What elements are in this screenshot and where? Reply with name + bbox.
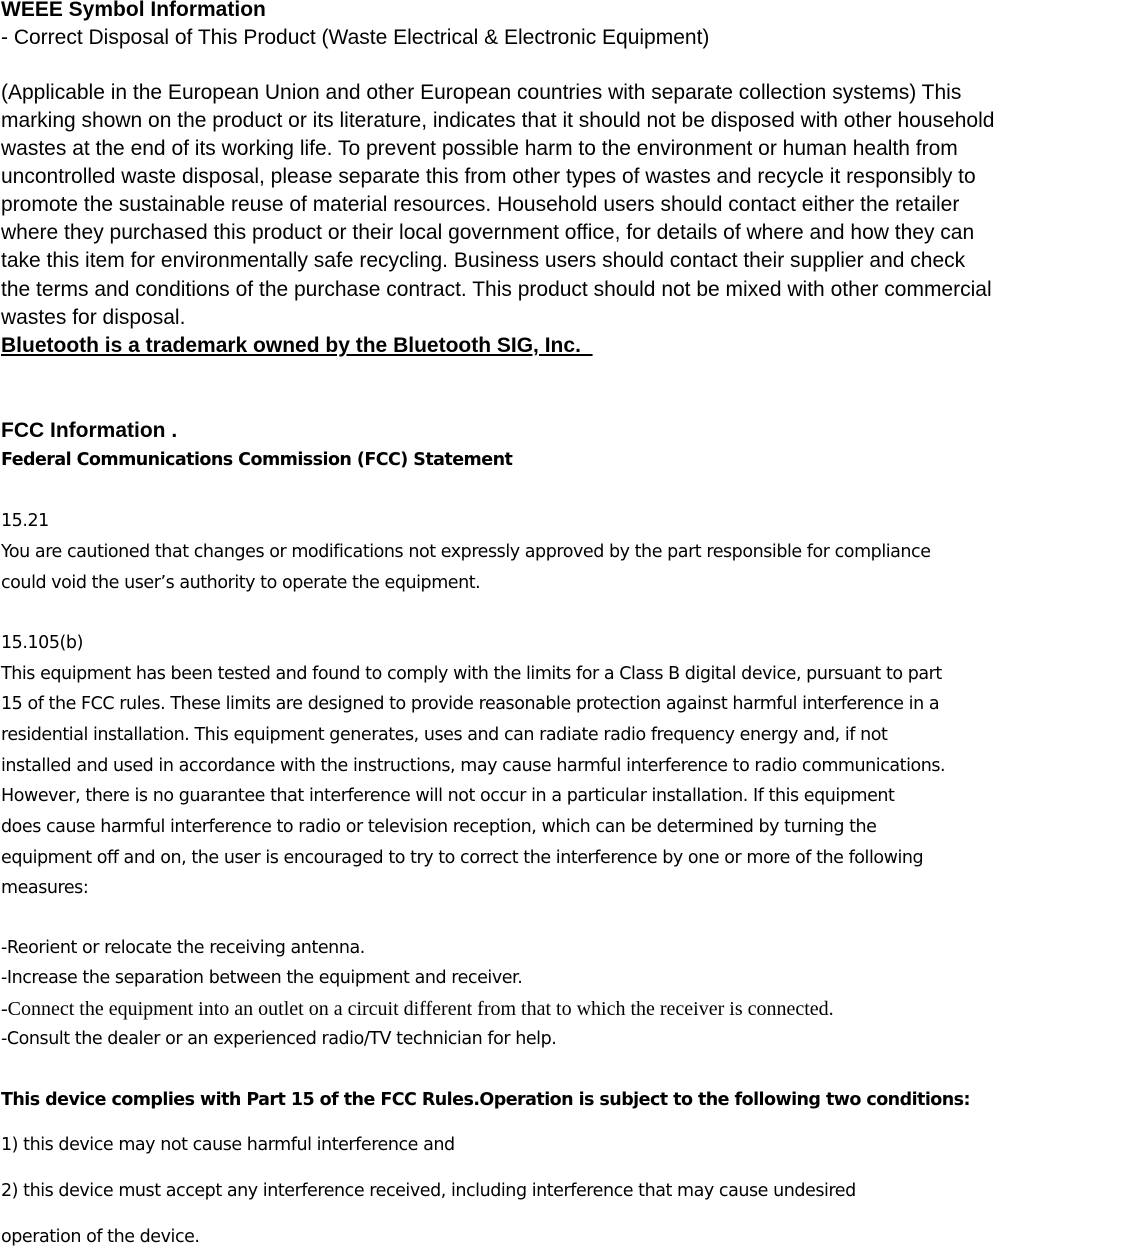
- section-15-105b-line: However, there is no guarantee that interference will not occur in a particular installation. If this equipment: [1, 786, 895, 806]
- weee-paragraph-line: take this item for environmentally safe recycling. Business users should contact their supplier and check: [1, 249, 966, 272]
- weee-paragraph-line: (Applicable in the European Union and other European countries with separate collection systems) This: [1, 81, 962, 104]
- measure-item: -Increase the separation between the equipment and receiver.: [1, 968, 523, 988]
- weee-title: WEEE Symbol Information: [1, 0, 266, 21]
- compliance-statement: This device complies with Part 15 of the FCC Rules.Operation is subject to the following two conditions:: [1, 1090, 970, 1110]
- condition-item: 2) this device must accept any interference received, including interference that may cause undesired: [1, 1181, 856, 1201]
- weee-paragraph-line: wastes at the end of its working life. To prevent possible harm to the environment or human health from: [1, 137, 958, 160]
- section-15-105b-line: equipment off and on, the user is encouraged to try to correct the interference by one or more of the following: [1, 848, 924, 868]
- weee-paragraph-line: wastes for disposal.: [1, 306, 186, 329]
- section-15-21-line: You are cautioned that changes or modifications not expressly approved by the part responsible for compliance: [1, 542, 931, 562]
- section-15-105b-line: installed and used in accordance with the instructions, may cause harmful interference to radio communications.: [1, 756, 946, 776]
- weee-paragraph-line: where they purchased this product or their local government office, for details of where and how they can: [1, 221, 975, 244]
- measure-item: -Connect the equipment into an outlet on a circuit different from that to which the receiver is connected.: [1, 998, 834, 1020]
- section-15-21-heading: 15.21: [1, 511, 49, 531]
- weee-paragraph-line: the terms and conditions of the purchase contract. This product should not be mixed with other commercial: [1, 278, 992, 301]
- section-15-105b-heading: 15.105(b): [1, 633, 83, 653]
- bluetooth-trademark-notice: Bluetooth is a trademark owned by the Bluetooth SIG, Inc.: [1, 334, 593, 357]
- section-15-105b-line: measures:: [1, 878, 89, 898]
- fcc-title: FCC Information .: [1, 419, 178, 442]
- condition-item: 1) this device may not cause harmful interference and: [1, 1135, 455, 1155]
- section-15-105b-line: 15 of the FCC rules. These limits are designed to provide reasonable protection against harmful interference in a: [1, 694, 940, 714]
- weee-subtitle: - Correct Disposal of This Product (Waste Electrical & Electronic Equipment): [1, 26, 710, 49]
- fcc-subtitle: Federal Communications Commission (FCC) Statement: [1, 450, 513, 470]
- section-15-105b-line: does cause harmful interference to radio or television reception, which can be determined by turning the: [1, 817, 877, 837]
- section-15-105b-line: residential installation. This equipment generates, uses and can radiate radio frequency energy and, if not: [1, 725, 888, 745]
- measure-item: -Reorient or relocate the receiving antenna.: [1, 938, 365, 958]
- section-15-105b-line: This equipment has been tested and found to comply with the limits for a Class B digital device, pursuant to part: [1, 664, 942, 684]
- condition-item: operation of the device.: [1, 1227, 200, 1247]
- section-15-21-line: could void the user’s authority to operate the equipment.: [1, 573, 481, 593]
- weee-paragraph-line: marking shown on the product or its literature, indicates that it should not be disposed with other household: [1, 109, 995, 132]
- weee-paragraph-line: promote the sustainable reuse of material resources. Household users should contact either the retailer: [1, 193, 960, 216]
- measure-item: -Consult the dealer or an experienced radio/TV technician for help.: [1, 1029, 557, 1049]
- weee-paragraph-line: uncontrolled waste disposal, please separate this from other types of wastes and recycle it responsibly to: [1, 165, 976, 188]
